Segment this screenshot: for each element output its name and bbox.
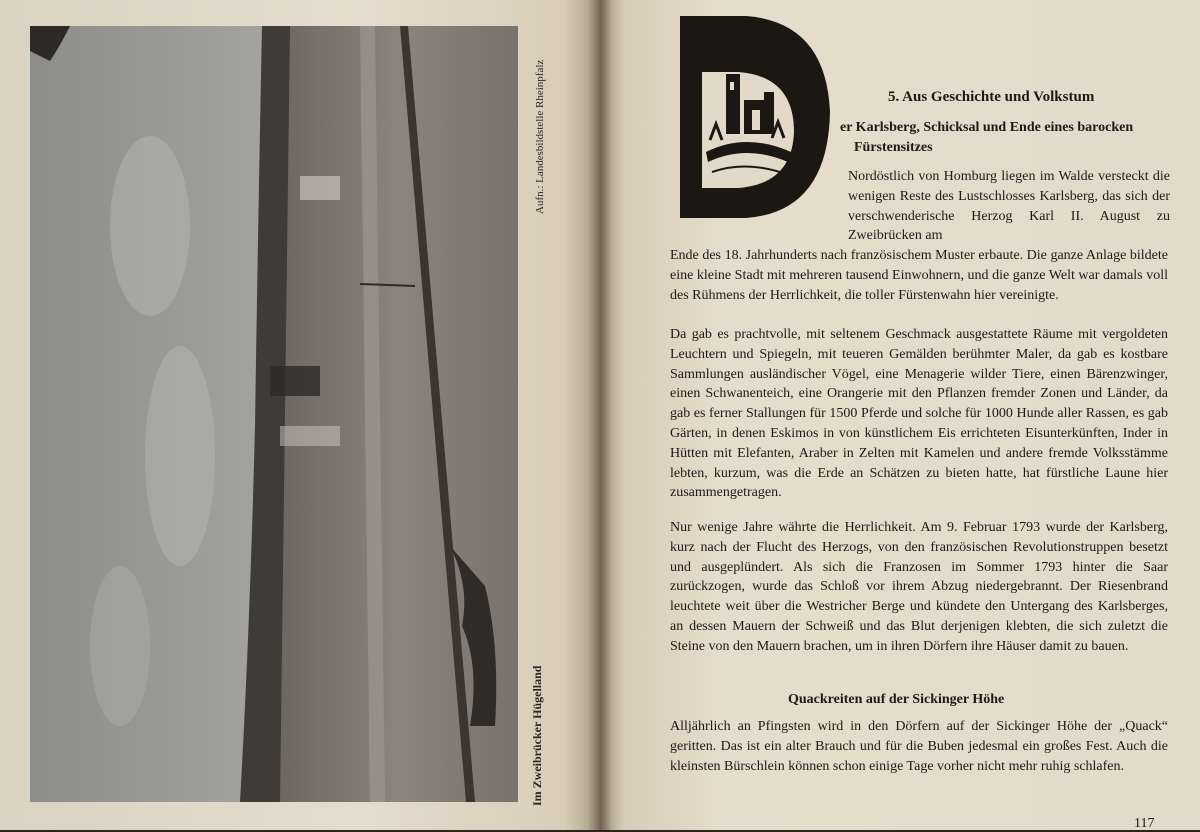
paragraph-2: Da gab es prachtvolle, mit seltenem Geschmack ausgestattete Räume mit vergoldeten Leuchtern und Spiegeln, mit teueren Gemälden berühmter Maler, da gab es kostbare Sammlungen ausländischer Vögel, eine Menagerie wilder Tiere, einen Bärenzwinger, einen Schwanenteich, eine Orangerie mit den Pflanzen fremder Zonen und Länder, da gab es ferner Stallungen für 1500 Pferde und solche für 1000 Hunde aller Rassen, es gab Gärten, in denen Eskimos in von künstlichem Eis errichteten Eisunterkünften, Inder in Hütten mit Elefanten, Araber in Zelten mit Kamelen und andere fremde Volksstämme lebten, kurzum, was die Erde an Schätzen zu bieten hatte, hat fürstliche Laune hier zusammengetragen. — [670, 327, 1168, 501]
article-heading-line1: er Karlsberg, Schicksal und Ende eines barocken — [840, 120, 1134, 135]
decorated-initial-letter — [676, 12, 834, 220]
paragraph-3: Nur wenige Jahre währte die Herrlichkeit. Am 9. Februar 1793 wurde der Karlsberg, kurz nach der Flucht des Herzogs, von den französischen Revolutionstruppen besetzt und ausgeplündert. Als sich die Franzosen im Sommer 1793 hinter die Saar zurückzogen, wurde das Schloß vor ihrem Abzug niedergebrannt. Der Riesenbrand leuchtete weit über die Westricher Berge und kündete den Untergang des Karlsberges, an dessen Mauern der Schweiß und das Blut derjenigen klebten, die sich zuletzt die Steine von den Mauern brachen, um in ihren Dörfern ihre Häuser damit zu bauen. — [670, 520, 1168, 654]
book-gutter — [588, 0, 612, 830]
chapter-title: 5. Aus Geschichte und Volkstum — [888, 89, 1095, 105]
paragraph-1-indented: Nordöstlich von Homburg liegen im Walde versteckt die wenigen Reste des Lustschlosses Karlsberg, das sich der verschwenderische Herzog Karl II. August zu Zweibrücken am — [848, 169, 1170, 244]
section-title: Quackreiten auf der Sickinger Höhe — [788, 692, 1005, 707]
landscape-photo-image — [30, 26, 518, 802]
paragraph-1-continued: Ende des 18. Jahrhunderts nach französischem Muster erbaute. Die ganze Anlage bildete eine kleine Stadt mit mehreren tausend Einwohnern, und die ganze Welt war damals voll des Rühmens der Herrlichkeit, die toller Fürstenwahn hier vereinigte. — [670, 248, 1168, 303]
left-page — [0, 0, 600, 830]
castle-ruin-icon — [676, 12, 834, 220]
landscape-photo — [30, 26, 518, 802]
page-number: 117 — [1134, 816, 1155, 831]
article-heading-line2: Fürstensitzes — [854, 140, 933, 155]
photo-credit: Aufn.: Landesbildstelle Rheinpfalz — [534, 59, 546, 214]
photo-caption: Im Zweibrücker Hügelland — [530, 665, 544, 806]
paragraph-4: Alljährlich an Pfingsten wird in den Dörfern auf der Sickinger Höhe der „Quack“ geritten. Das ist ein alter Brauch und für die Buben jedesmal ein großes Fest. Auch die kleinsten Bürschlein können schon einige Tage vorher nicht mehr ruhig schlafen. — [670, 719, 1168, 774]
article-heading — [840, 118, 1170, 158]
